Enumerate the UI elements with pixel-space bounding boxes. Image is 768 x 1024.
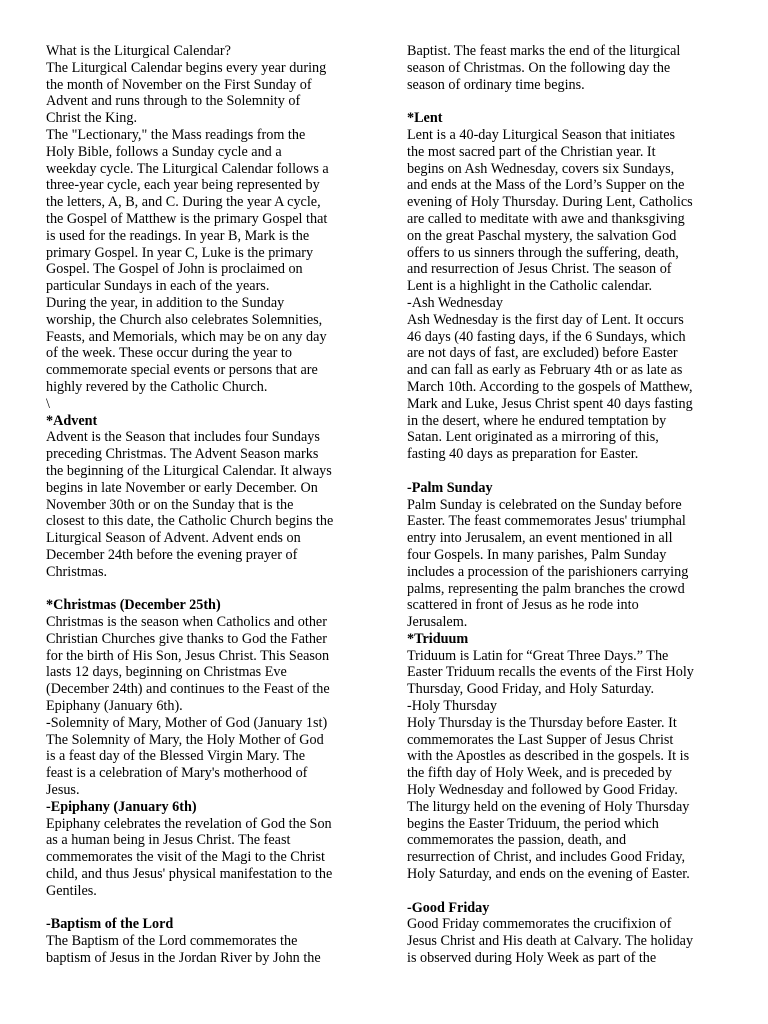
text-line: three-year cycle, each year being represented by bbox=[46, 177, 320, 194]
text-line: November 30th or on the Sunday that is the bbox=[46, 496, 294, 513]
text-line: commemorates the passion, death, and bbox=[407, 832, 627, 849]
text-line: on the great Paschal mystery, the salvation God bbox=[407, 227, 677, 244]
text-line: (December 24th) and continues to the Feast of the bbox=[46, 681, 330, 698]
text-line: March 10th. According to the gospels of Matthew, bbox=[407, 378, 693, 395]
text-line: Jesus Christ and His death at Calvary. The holiday bbox=[407, 933, 694, 950]
text-line: The Baptism of the Lord commemorates the bbox=[46, 933, 298, 950]
text-line: 46 days (40 fasting days, if the 6 Sundays, which bbox=[407, 328, 686, 345]
text-line: the Gospel of Matthew is the primary Gospel that bbox=[46, 210, 328, 227]
text-line: The liturgy held on the evening of Holy Thursday bbox=[407, 798, 690, 815]
text-line: and can fall as early as February 4th or as late as bbox=[407, 362, 683, 379]
text-line: -Ash Wednesday bbox=[407, 294, 503, 311]
text-line: are called to meditate with awe and thanksgiving bbox=[407, 210, 685, 227]
text-line: Jesus. bbox=[46, 782, 80, 799]
text-line: commemorates the Last Supper of Jesus Christ bbox=[407, 731, 674, 748]
text-line: for the birth of His Son, Jesus Christ. This Season bbox=[46, 647, 330, 664]
text-line: The "Lectionary," the Mass readings from the bbox=[46, 126, 306, 143]
text-line: is a feast day of the Blessed Virgin Mary. The bbox=[46, 748, 306, 765]
text-line: Christmas is the season when Catholics and other bbox=[46, 614, 327, 631]
text-line: Christmas. bbox=[46, 563, 108, 580]
text-line: closest to this date, the Catholic Church begins the bbox=[46, 513, 334, 530]
text-line: weekday cycle. The Liturgical Calendar follows a bbox=[46, 160, 329, 177]
text-line: Baptist. The feast marks the end of the liturgical bbox=[407, 43, 681, 59]
text-line: the letters, A, B, and C. During the year A cycle, bbox=[46, 194, 321, 211]
blank-line bbox=[46, 581, 366, 598]
text-line: in the desert, where he endured temptation by bbox=[407, 412, 667, 429]
text-line: Gospel. The Gospel of John is proclaimed on bbox=[46, 261, 303, 278]
text-line: season of ordinary time begins. bbox=[407, 76, 585, 93]
text-line: palms, representing the palm branches the crowd bbox=[407, 580, 685, 597]
text-line: Epiphany (January 6th). bbox=[46, 698, 183, 715]
text-line: Feasts, and Memorials, which may be on any day bbox=[46, 328, 327, 345]
text-line: the fifth day of Holy Week, and is preceded by bbox=[407, 765, 672, 782]
section-heading: *Triduum bbox=[407, 630, 469, 647]
text-line: Mark and Luke, Jesus Christ spent 40 days fasting bbox=[407, 395, 693, 412]
text-line: Gentiles. bbox=[46, 882, 97, 899]
left-column bbox=[46, 43, 366, 967]
section-heading: *Christmas (December 25th) bbox=[46, 597, 221, 614]
text-line: December 24th before the evening prayer of bbox=[46, 546, 298, 563]
text-line: resurrection of Christ, and includes Good Friday, bbox=[407, 849, 686, 866]
section-heading: -Palm Sunday bbox=[407, 479, 493, 496]
text-line: scattered in front of Jesus as he rode into bbox=[407, 597, 639, 614]
text-line: highly revered by the Catholic Church. bbox=[46, 378, 268, 395]
text-line: as a human being in Jesus Christ. The feast bbox=[46, 832, 291, 849]
text-line: entry into Jerusalem, an event mentioned in all bbox=[407, 530, 673, 547]
blank-line bbox=[46, 900, 366, 917]
section-heading: *Advent bbox=[46, 412, 98, 429]
text-line: Holy Bible, follows a Sunday cycle and a bbox=[46, 143, 282, 160]
text-line: Ash Wednesday is the first day of Lent. It occurs bbox=[407, 311, 684, 328]
text-line: evening of Holy Thursday. During Lent, Catholics bbox=[407, 194, 693, 211]
text-line: Satan. Lent originated as a mirroring of this, bbox=[407, 429, 659, 446]
text-line: baptism of Jesus in the Jordan River by John the bbox=[46, 950, 321, 967]
section-heading: -Baptism of the Lord bbox=[46, 916, 174, 933]
text-line: Palm Sunday is celebrated on the Sunday before bbox=[407, 496, 682, 513]
text-line: Liturgical Season of Advent. Advent ends on bbox=[46, 530, 301, 547]
text-line: Epiphany celebrates the revelation of God the Son bbox=[46, 815, 332, 832]
text-line: includes a procession of the parishioners carrying bbox=[407, 563, 689, 580]
text-line: worship, the Church also celebrates Solemnities, bbox=[46, 311, 323, 328]
text-line: Jerusalem. bbox=[407, 614, 468, 631]
text-line: \ bbox=[46, 395, 50, 412]
text-line: Good Friday commemorates the crucifixion of bbox=[407, 916, 672, 933]
text-line: and ends at the Mass of the Lord’s Supper on the bbox=[407, 177, 685, 194]
text-line: Christ the King. bbox=[46, 110, 138, 127]
blank-line bbox=[407, 93, 727, 110]
text-line: begins on Ash Wednesday, covers six Sundays, bbox=[407, 160, 675, 177]
text-line: four Gospels. In many parishes, Palm Sunday bbox=[407, 546, 667, 563]
text-line: lasts 12 days, beginning on Christmas Eve bbox=[46, 664, 287, 681]
text-line: is observed during Holy Week as part of the bbox=[407, 950, 657, 967]
text-line: primary Gospel. In year C, Luke is the primary bbox=[46, 244, 314, 261]
text-line: Thursday, Good Friday, and Holy Saturday. bbox=[407, 681, 655, 698]
text-line: feast is a celebration of Mary's motherhood of bbox=[46, 765, 308, 782]
text-line: of the week. These occur during the year to bbox=[46, 345, 292, 362]
text-line: During the year, in addition to the Sunday bbox=[46, 294, 285, 311]
text-line: Easter. The feast commemorates Jesus' triumphal bbox=[407, 513, 686, 530]
text-line: Advent and runs through to the Solemnity of bbox=[46, 93, 301, 110]
text-line: are not days of fast, are excluded) before Easter bbox=[407, 345, 678, 362]
text-line: -Holy Thursday bbox=[407, 698, 497, 715]
section-heading: -Good Friday bbox=[407, 899, 490, 916]
section-heading: *Lent bbox=[407, 110, 443, 127]
text-line: Advent is the Season that includes four Sundays bbox=[46, 429, 320, 446]
text-line: Holy Thursday is the Thursday before Easter. It bbox=[407, 714, 677, 731]
text-line: Holy Wednesday and followed by Good Friday. bbox=[407, 782, 678, 799]
text-line: The Liturgical Calendar begins every year during bbox=[46, 59, 327, 76]
section-heading: -Epiphany (January 6th) bbox=[46, 798, 197, 815]
text-line: fasting 40 days as preparation for Easter. bbox=[407, 446, 639, 463]
text-line: Lent is a 40-day Liturgical Season that initiates bbox=[407, 126, 676, 143]
text-line: Lent is a highlight in the Catholic calendar. bbox=[407, 278, 653, 295]
text-line: preceding Christmas. The Advent Season marks bbox=[46, 446, 319, 463]
text-line: is used for the readings. In year B, Mark is the bbox=[46, 227, 310, 244]
text-line: commemorates the visit of the Magi to the Christ bbox=[46, 849, 325, 866]
text-line: Holy Saturday, and ends on the evening of Easter. bbox=[407, 866, 690, 883]
text-line: Christian Churches give thanks to God the Father bbox=[46, 630, 327, 647]
text-line: particular Sundays in each of the years. bbox=[46, 278, 270, 295]
text-line: Easter Triduum recalls the events of the First Holy bbox=[407, 664, 694, 681]
text-line: The Solemnity of Mary, the Holy Mother of God bbox=[46, 731, 324, 748]
text-line: Triduum is Latin for “Great Three Days.” The bbox=[407, 647, 669, 664]
text-line: begins in late November or early December. On bbox=[46, 479, 318, 496]
right-column bbox=[407, 43, 727, 967]
text-line: What is the Liturgical Calendar? bbox=[46, 43, 231, 59]
text-line: begins the Easter Triduum, the period which bbox=[407, 815, 659, 832]
text-line: with the Apostles as described in the gospels. It is bbox=[407, 748, 690, 765]
text-line: child, and thus Jesus' physical manifestation to the bbox=[46, 866, 333, 883]
text-line: offers to us sinners through the suffering, death, bbox=[407, 244, 679, 261]
text-line: and resurrection of Jesus Christ. The season of bbox=[407, 261, 672, 278]
text-line: the most sacred part of the Christian year. It bbox=[407, 143, 656, 160]
text-line: the month of November on the First Sunday of bbox=[46, 76, 312, 93]
blank-line bbox=[407, 463, 727, 480]
text-line: commemorate special events or persons that are bbox=[46, 362, 318, 379]
text-line: -Solemnity of Mary, Mother of God (January 1st) bbox=[46, 714, 328, 731]
blank-line bbox=[407, 883, 727, 900]
text-line: the beginning of the Liturgical Calendar. It always bbox=[46, 462, 332, 479]
text-line: season of Christmas. On the following day the bbox=[407, 59, 671, 76]
